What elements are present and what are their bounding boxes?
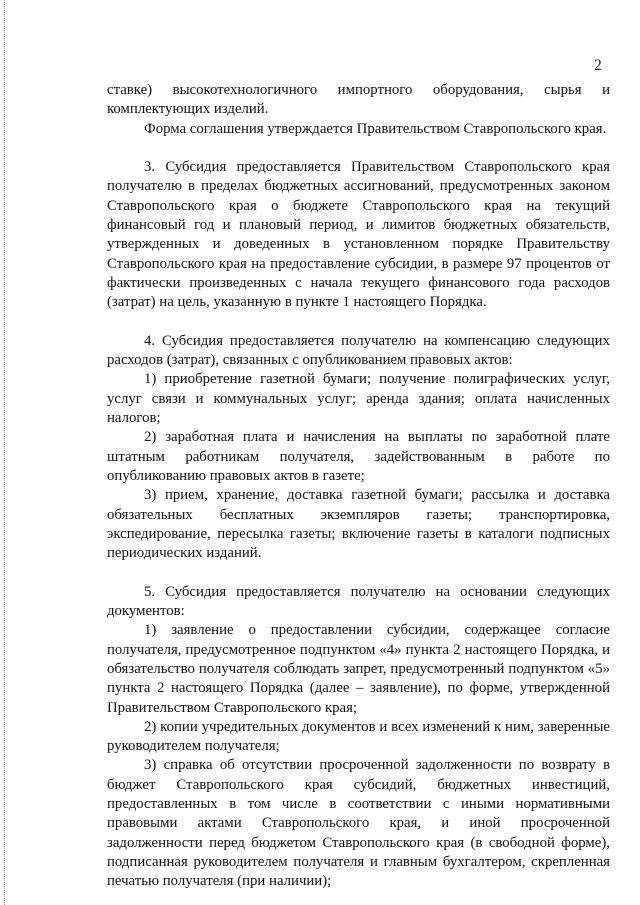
paragraph-item-4: 4. Субсидия предоставляется получателю на компенсацию следующих расходов (затрат), связанных с опубликованием правовых актов: [107,332,610,369]
paragraph-continuation: ставке) высокотехнологичного импортного оборудования, сырья и комплектующих изделий. [107,82,610,118]
paragraph-item-4-2: 2) заработная плата и начисления на выплаты по заработной плате штатным работникам получателя, задействованным в работе по опубликованию правовых актов в газете; [107,429,610,484]
paragraph-agreement-form: Форма соглашения утверждается Правительством Ставропольского края. [144,120,607,137]
paragraph-item-3: 3. Субсидия предоставляется Правительством Ставропольского края получателю в пределах бюджетных ассигнований, предусмотренных законом Ставропольского края о бюджете Ставропольского края на текущий финансовый год и плановый период, и лимитов бюджетных обязательств, утвержденных и доведенных в установленном порядке Правительству Ставропольского края на предоставление субсидии, в размере 97 процентов от фактически произведенных с начала текущего финансового года расходов (затрат) на цель, указанную в пункте 1 настоящего Порядка. [107,159,610,311]
paragraph-item-5-1: 1) заявление о предоставлении субсидии, содержащее согласие получателя, предусмотренное подпунктом «4» пункта 2 настоящего Порядка, и обязательство получателя соблюдать запрет, предусмотренный подпунктом «5» пункта 2 настоящего Порядка (далее – заявление), по форме, утвержденной Правительством Ставропольского края; [107,622,610,716]
page-number: 2 [594,57,602,74]
paragraph-item-4-1: 1) приобретение газетной бумаги; получение полиграфических услуг, услуг связи и коммунальных услуг; аренда здания; оплата начисленных налогов; [107,371,610,427]
binding-edge [4,0,5,905]
paragraph-item-5: 5. Субсидия предоставляется получателю на основании следующих документов: [107,583,610,620]
paragraph-item-5-3: 3) справка об отсутствии просроченной задолженности по возврату в бюджет Ставропольского края субсидий, бюджетных инвестиций, предоставленных в том числе в соответствии с иными нормативными правовыми актами Ставропольского края, и иной просроченной задолженности перед бюджетом Ставропольского края (в свободной форме), подписанная руководителем получателя и главным бухгалтером, скрепленная печатью получателя (при наличии); [107,757,610,890]
paragraph-item-4-3: 3) прием, хранение, доставка газетной бумаги; рассылка и доставка обязательных бесплатных экземпляров газеты; транспортировка, экспедирование, пересылка газеты; включение газеты в каталоги подписных периодических изданий. [107,487,610,562]
document-body [107,81,610,891]
paragraph-item-5-2: 2) копии учредительных документов и всех изменений к ним, заверенные руководителем получателя; [107,718,610,755]
